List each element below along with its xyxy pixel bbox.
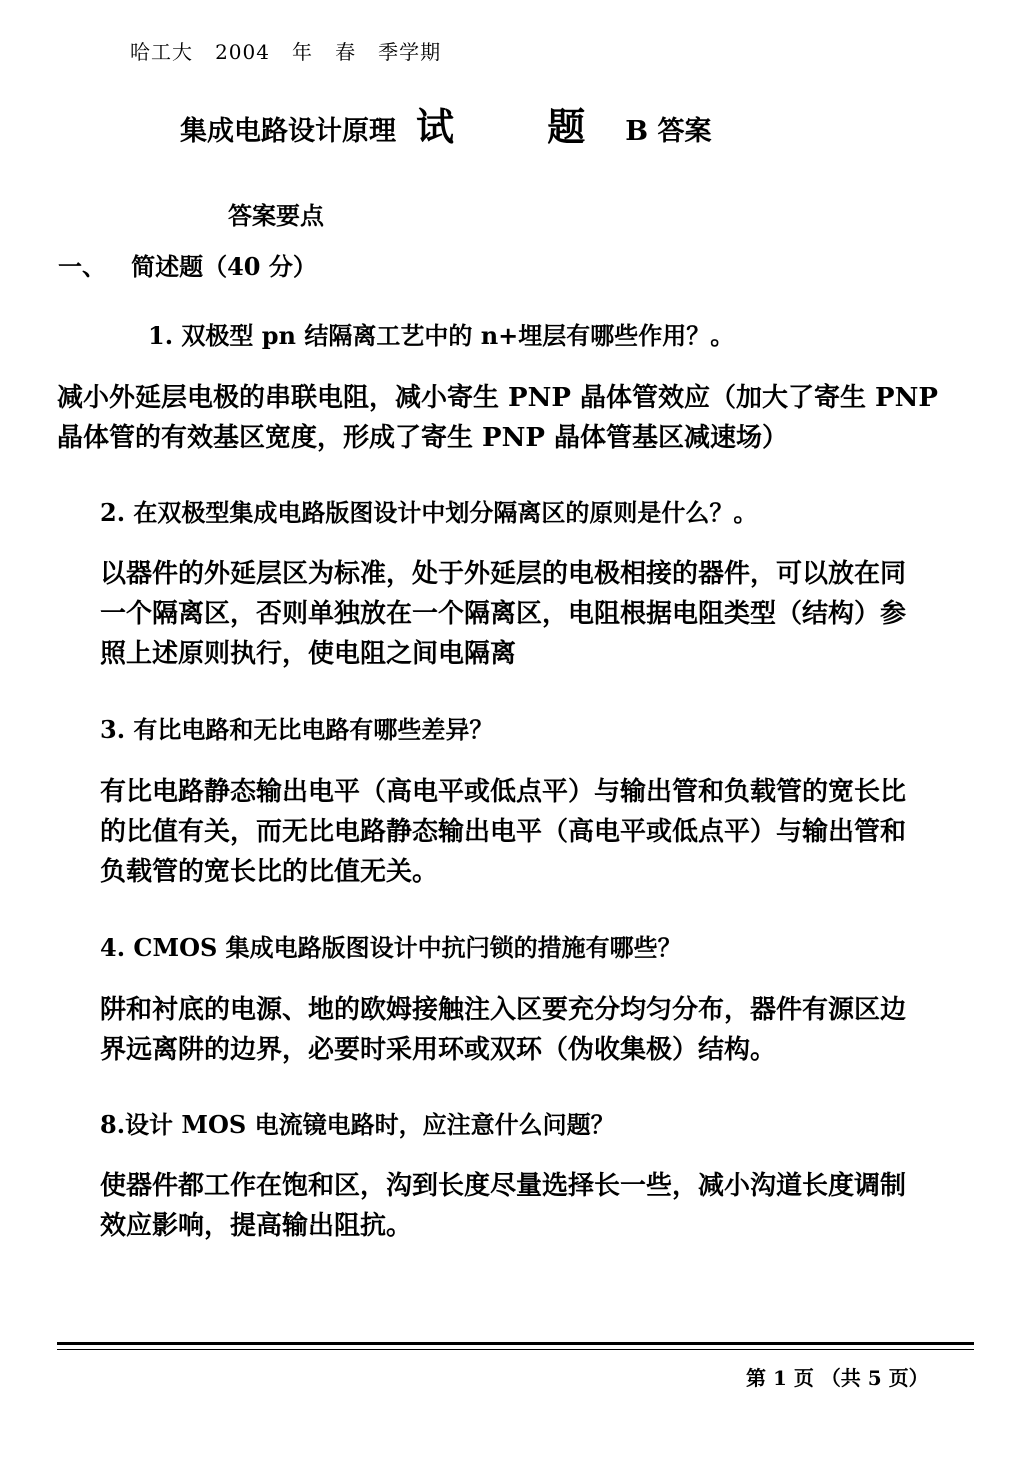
- footer-rule-thin: [57, 1349, 974, 1350]
- page-number: 第 1 页 （共 5 页）: [746, 1366, 929, 1390]
- answer-1-line-2: 晶体管的有效基区宽度，形成了寄生 PNP 晶体管基区减速场）: [57, 423, 788, 453]
- exam-title: [180, 96, 711, 151]
- answer-2-line-3: 照上述原则执行，使电阻之间电隔离: [100, 639, 517, 669]
- question-8: 8.设计 MOS 电流镜电路时，应注意什么问题？: [100, 1110, 615, 1139]
- answer-2-line-2: 一个隔离区，否则单独放在一个隔离区，电阻根据电阻类型（结构）参: [100, 599, 907, 629]
- answer-4-line-2: 界远离阱的边界，必要时采用环或双环（伪收集极）结构。: [100, 1035, 777, 1065]
- answer-3-line-2: 的比值有关，而无比电路静态输出电平（高电平或低点平）与输出管和: [100, 817, 907, 847]
- answer-8-line-2: 效应影响，提高输出阻抗。: [100, 1211, 413, 1241]
- answer-3-line-1: 有比电路静态输出电平（高电平或低点平）与输出管和负载管的宽长比: [100, 777, 907, 807]
- answer-1-line-1: 减小外延层电极的串联电阻，减小寄生 PNP 晶体管效应（加大了寄生 PNP: [57, 383, 938, 413]
- question-4: 4. CMOS 集成电路版图设计中抗闩锁的措施有哪些？: [100, 933, 682, 962]
- answer-key-heading: 答案要点: [228, 201, 324, 230]
- answer-4: [100, 990, 906, 1070]
- answer-1: [57, 378, 938, 458]
- question-2: 2. 在双极型集成电路版图设计中划分隔离区的原则是什么？。: [100, 498, 758, 527]
- course-name: 集成电路设计原理: [180, 116, 396, 147]
- question-1: 1. 双极型 pn 结隔离工艺中的 n+埋层有哪些作用？。: [148, 321, 735, 350]
- semester-header: 哈工大 2004 年 春 季学期: [130, 40, 442, 64]
- answer-2: [100, 554, 906, 674]
- question-3: 3. 有比电路和无比电路有哪些差异？: [100, 715, 494, 744]
- answer-8-line-1: 使器件都工作在饱和区，沟到长度尽量选择长一些，减小沟道长度调制: [100, 1171, 907, 1201]
- answer-8: [100, 1166, 906, 1246]
- answer-4-line-1: 阱和衬底的电源、地的欧姆接触注入区要充分均匀分布，器件有源区边: [100, 995, 907, 1025]
- answer-3-line-3: 负载管的宽长比的比值无关。: [100, 857, 439, 887]
- section-heading: 一、 简述题（40 分）: [58, 252, 317, 281]
- footer-rule-thick: [57, 1342, 974, 1345]
- version-label: B 答案: [625, 116, 712, 147]
- answer-3: [100, 772, 906, 892]
- exam-label: 试 题: [416, 104, 626, 149]
- answer-2-line-1: 以器件的外延层区为标准，处于外延层的电极相接的器件，可以放在同: [100, 559, 907, 589]
